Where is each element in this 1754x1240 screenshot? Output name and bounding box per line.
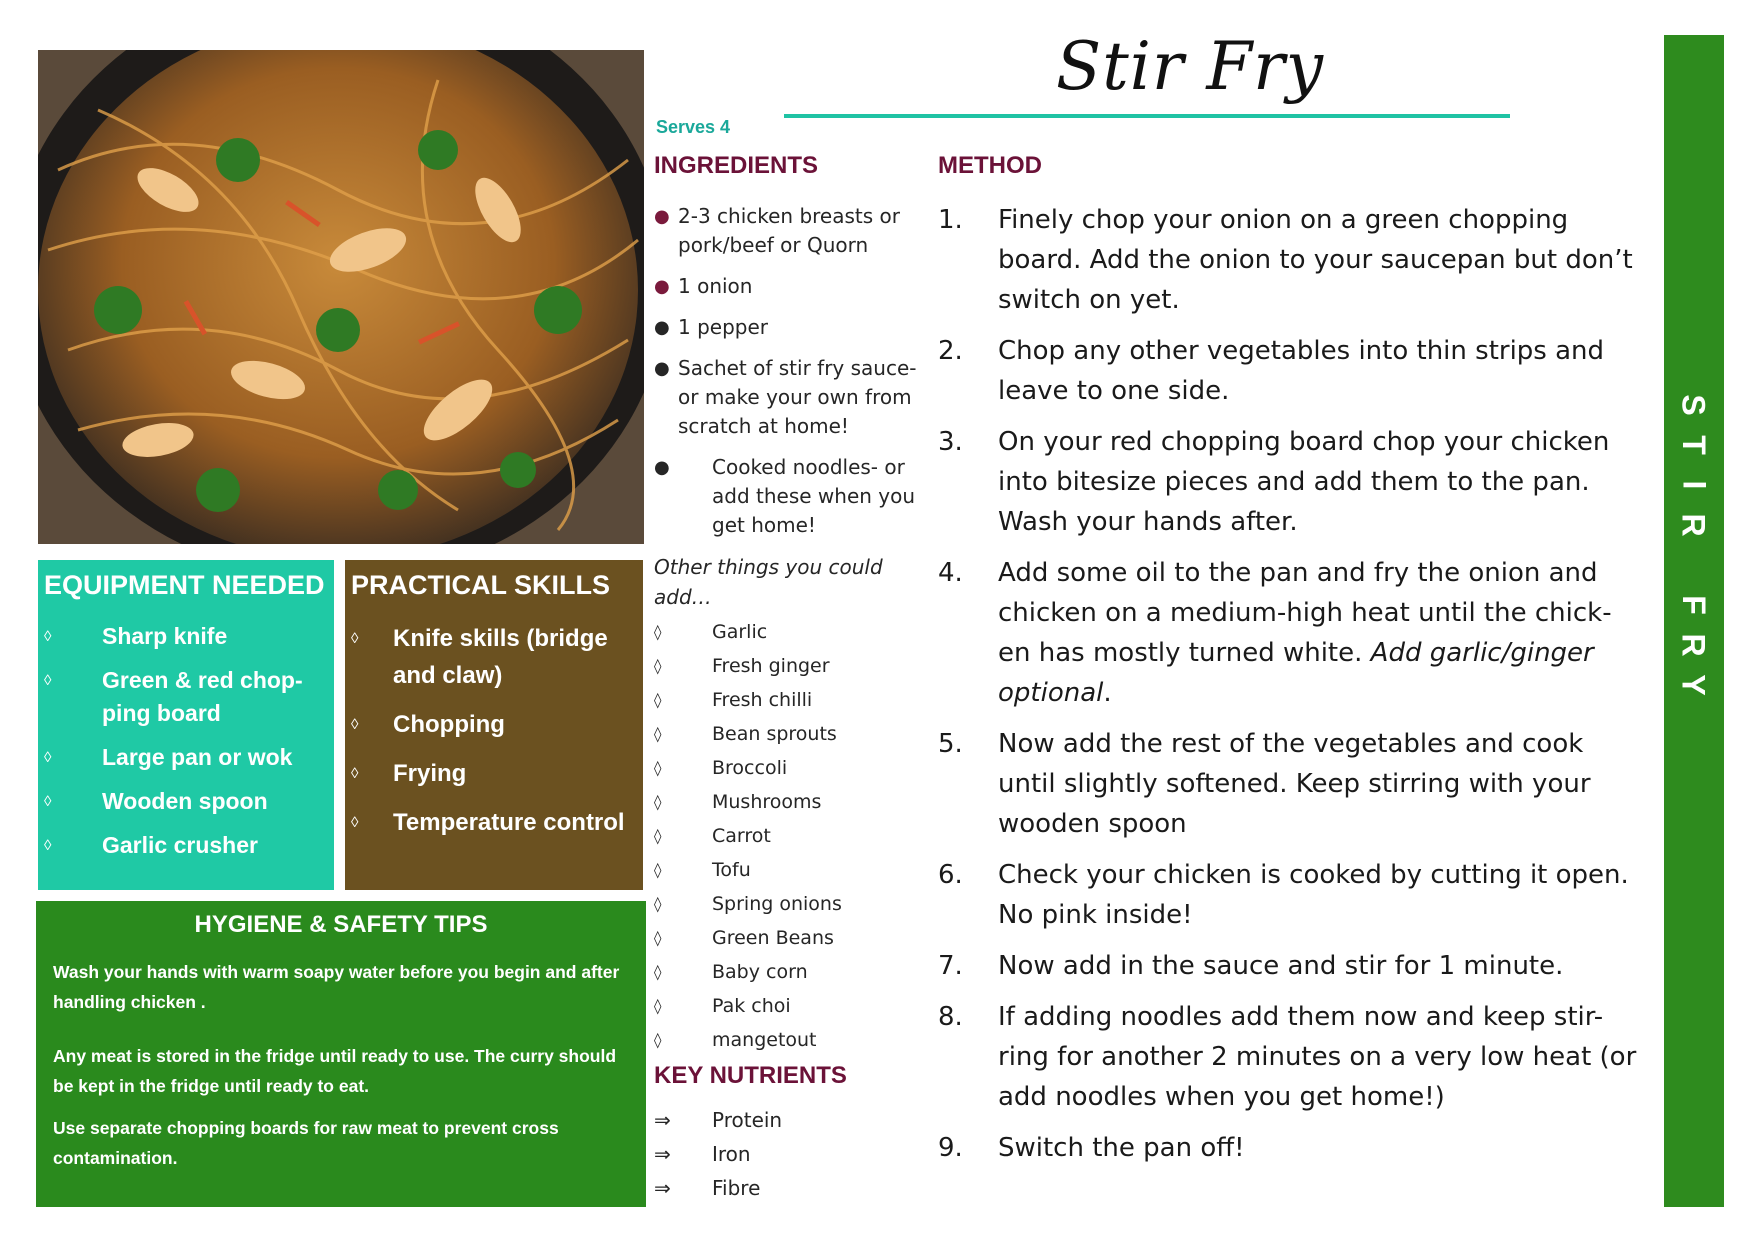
hygiene-box bbox=[36, 901, 646, 1207]
list-item: ● 1 pepper bbox=[654, 313, 924, 342]
diamond-icon: ◊ bbox=[654, 623, 662, 641]
diamond-icon: ◊ bbox=[351, 814, 359, 831]
stir-fry-photo bbox=[38, 50, 644, 544]
list-item: ● 2-3 chicken breasts or pork/beef or Quorn bbox=[654, 204, 900, 257]
method-step: 4. Add some oil to the pan and fry the onion and chicken on a medium-high heat until the chick-en has mostly turned white. Add garlic/ginger optional. bbox=[938, 558, 1612, 708]
list-item: ● Sachet of stir fry sauce- or make your own from scratch at home! bbox=[654, 356, 917, 438]
bullet-icon: ● bbox=[654, 206, 670, 227]
list-item: ◊ Chopping bbox=[351, 706, 641, 743]
method-step: 8. If adding noodles add them now and keep stir-ring for another 2 minutes on a very low heat (or add noodles when you get home!) bbox=[938, 1002, 1637, 1112]
diamond-icon: ◊ bbox=[654, 657, 662, 675]
list-item: ◊ Frying bbox=[351, 755, 641, 792]
side-letter: R bbox=[1675, 633, 1712, 657]
hygiene-tip: Any meat is stored in the fridge until ready to use. The curry should be kept in the fridge until ready to eat. bbox=[53, 1046, 617, 1096]
method-step: 1. Finely chop your onion on a green chopping board. Add the onion to your saucepan but don’t switch on yet. bbox=[938, 205, 1633, 315]
diamond-icon: ◊ bbox=[44, 793, 52, 810]
diamond-icon: ◊ bbox=[44, 672, 52, 689]
method-step: 2. Chop any other vegetables into thin strips and leave to one side. bbox=[938, 336, 1605, 406]
diamond-icon: ◊ bbox=[654, 793, 662, 811]
list-item: ◊ Fresh ginger bbox=[654, 652, 842, 686]
list-item: ◊ Pak choi bbox=[654, 992, 842, 1026]
ingredients-heading: INGREDIENTS bbox=[654, 152, 819, 179]
list-item: ⇒ Protein bbox=[654, 1105, 782, 1139]
list-item: ◊ mangetout bbox=[654, 1026, 842, 1060]
bullet-icon: ● bbox=[654, 317, 670, 338]
key-nutrients-heading: KEY NUTRIENTS bbox=[654, 1062, 847, 1089]
diamond-icon: ◊ bbox=[654, 861, 662, 879]
bullet-icon: ● bbox=[654, 358, 670, 379]
list-item: ◊ Tofu bbox=[654, 856, 842, 890]
diamond-icon: ◊ bbox=[654, 929, 662, 947]
equipment-heading: EQUIPMENT NEEDED bbox=[44, 570, 325, 600]
diamond-icon: ◊ bbox=[654, 963, 662, 981]
serves-label: Serves 4 bbox=[656, 117, 731, 137]
diamond-icon: ◊ bbox=[654, 725, 662, 743]
equipment-box bbox=[38, 560, 334, 890]
bullet-icon: ● bbox=[654, 457, 670, 478]
list-item: ◊ Garlic bbox=[654, 618, 842, 652]
side-letter: T bbox=[1675, 435, 1712, 455]
method-step: 6. Check your chicken is cooked by cutting it open. No pink inside! bbox=[938, 860, 1629, 930]
list-item: ◊ Broccoli bbox=[654, 754, 842, 788]
diamond-icon: ◊ bbox=[654, 1031, 662, 1049]
list-item: ◊ Fresh chilli bbox=[654, 686, 842, 720]
list-item: ⇒ Fibre bbox=[654, 1173, 782, 1207]
side-banner-text bbox=[1664, 385, 1724, 705]
list-item: ◊ Knife skills (bridge and claw) bbox=[351, 620, 641, 694]
list-item: ◊ Green Beans bbox=[654, 924, 842, 958]
hygiene-heading: HYGIENE & SAFETY TIPS bbox=[194, 911, 488, 938]
method-step: 7. Now add in the sauce and stir for 1 minute. bbox=[938, 951, 1564, 981]
side-letter: S bbox=[1676, 394, 1712, 416]
diamond-icon: ◊ bbox=[654, 895, 662, 913]
list-item: ◊ Bean sprouts bbox=[654, 720, 842, 754]
method-heading: METHOD bbox=[938, 152, 1042, 179]
list-item: ◊ Spring onions bbox=[654, 890, 842, 924]
diamond-icon: ◊ bbox=[44, 749, 52, 766]
diamond-icon: ◊ bbox=[351, 765, 359, 782]
list-item: ◊ Green & red chop-ping board bbox=[44, 664, 330, 730]
list-item: ◊ Garlic crusher bbox=[44, 829, 330, 862]
side-letter: R bbox=[1675, 513, 1712, 537]
method-step: 3. On your red chopping board chop your chicken into bitesize pieces and add them to the pan. Wash your hands after. bbox=[938, 427, 1610, 537]
diamond-icon: ◊ bbox=[44, 628, 52, 645]
method-step: 9. Switch the pan off! bbox=[938, 1133, 1245, 1163]
hygiene-tip: Use separate chopping boards for raw meat to prevent cross contamination. bbox=[53, 1118, 559, 1168]
bullet-icon: ● bbox=[654, 276, 670, 297]
side-letter: Y bbox=[1676, 674, 1712, 696]
list-item: ◊ Wooden spoon bbox=[44, 785, 330, 818]
list-item: ◊ Carrot bbox=[654, 822, 842, 856]
list-item: ● 1 onion bbox=[654, 272, 924, 301]
list-item: ● Cooked noodles- or add these when you get home! bbox=[654, 455, 916, 537]
equipment-list bbox=[44, 620, 330, 873]
list-item: ⇒ Iron bbox=[654, 1139, 782, 1173]
hygiene-tip: Wash your hands with warm soapy water before you begin and after handling chicken . bbox=[53, 962, 620, 1012]
method-steps bbox=[938, 200, 1638, 1179]
arrow-right-icon: ⇒ bbox=[654, 1176, 671, 1200]
other-things-heading: Other things you could add… bbox=[654, 555, 883, 609]
diamond-icon: ◊ bbox=[351, 630, 359, 647]
list-item: ◊ Baby corn bbox=[654, 958, 842, 992]
list-item: ◊ Temperature control bbox=[351, 804, 641, 841]
page-title: Stir Fry bbox=[1055, 28, 1324, 105]
diamond-icon: ◊ bbox=[351, 716, 359, 733]
diamond-icon: ◊ bbox=[654, 827, 662, 845]
diamond-icon: ◊ bbox=[654, 759, 662, 777]
side-letter: I bbox=[1675, 480, 1712, 490]
other-things-list bbox=[654, 618, 842, 1060]
ingredients-list bbox=[654, 202, 924, 552]
diamond-icon: ◊ bbox=[654, 997, 662, 1015]
arrow-right-icon: ⇒ bbox=[654, 1108, 671, 1132]
list-item: ◊ Large pan or wok bbox=[44, 741, 330, 774]
method-step: 5. Now add the rest of the vegetables and cook until slightly softened. Keep stirring with your wooden spoon bbox=[938, 729, 1591, 839]
skills-list bbox=[351, 620, 641, 853]
arrow-right-icon: ⇒ bbox=[654, 1142, 671, 1166]
skills-heading: PRACTICAL SKILLS bbox=[351, 570, 611, 600]
list-item: ◊ Sharp knife bbox=[44, 620, 330, 653]
diamond-icon: ◊ bbox=[44, 837, 52, 854]
skills-box bbox=[345, 560, 643, 890]
diamond-icon: ◊ bbox=[654, 691, 662, 709]
side-letter: F bbox=[1675, 595, 1712, 615]
title-underline bbox=[784, 114, 1510, 118]
key-nutrients-list bbox=[654, 1105, 782, 1207]
list-item: ◊ Mushrooms bbox=[654, 788, 842, 822]
